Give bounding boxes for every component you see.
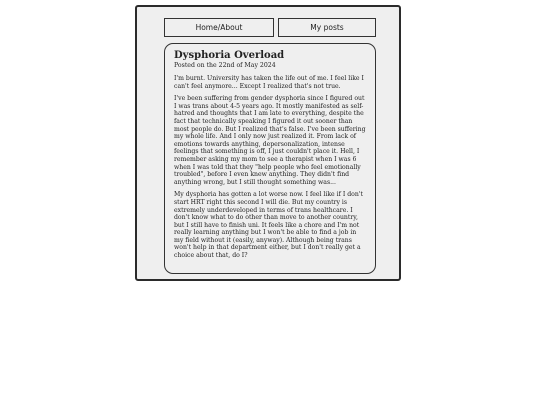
my-posts-button[interactable]: My posts <box>278 18 376 37</box>
post-paragraph: I'm burnt. University has taken the life out of me. I feel like I can't feel anymore... Except I realized that's not true. <box>174 75 364 90</box>
home-about-button[interactable]: Home/About <box>164 18 274 37</box>
page-frame <box>135 5 401 281</box>
nav-bar <box>164 18 376 37</box>
post-body <box>174 75 366 260</box>
post-title: Dysphoria Overload <box>174 50 285 61</box>
post-paragraph: I've been suffering from gender dysphoria since I figured out I was trans about 4-5 years ago. It mostly manifested as self-hatred and thoughts that I am late to everything, despite the fact that technically speaking I figured it out sooner than most people do. But I realized that's false. I've been suffering my whole life. And I only now just realized it. From lack of emotions towards anything, depersonalization, intense feelings that something is off, I just couldn't place it. Hell, I remember asking my mom to see a therapist when I was 6 when I was told that they "help people who feel emotionally troubled", before I even knew anything. They didn't find anything wrong, but I still thought something was... <box>174 95 366 186</box>
post-card <box>164 43 376 274</box>
post-paragraph: My dysphoria has gotten a lot worse now. I feel like if I don't start HRT right this second I will die. But my country is extremely underdeveloped in terms of trans healthcare. I don't know what to do other than move to another country, but I still have to finish uni. It feels like a chore and I'm not really learning anything but I won't be able to find a job in my field without it (easily, anyway). Although being trans won't help in that department either, but I don't really get a choice about that, do I? <box>174 191 363 260</box>
post-date: Posted on the 22nd of May 2024 <box>174 62 276 69</box>
